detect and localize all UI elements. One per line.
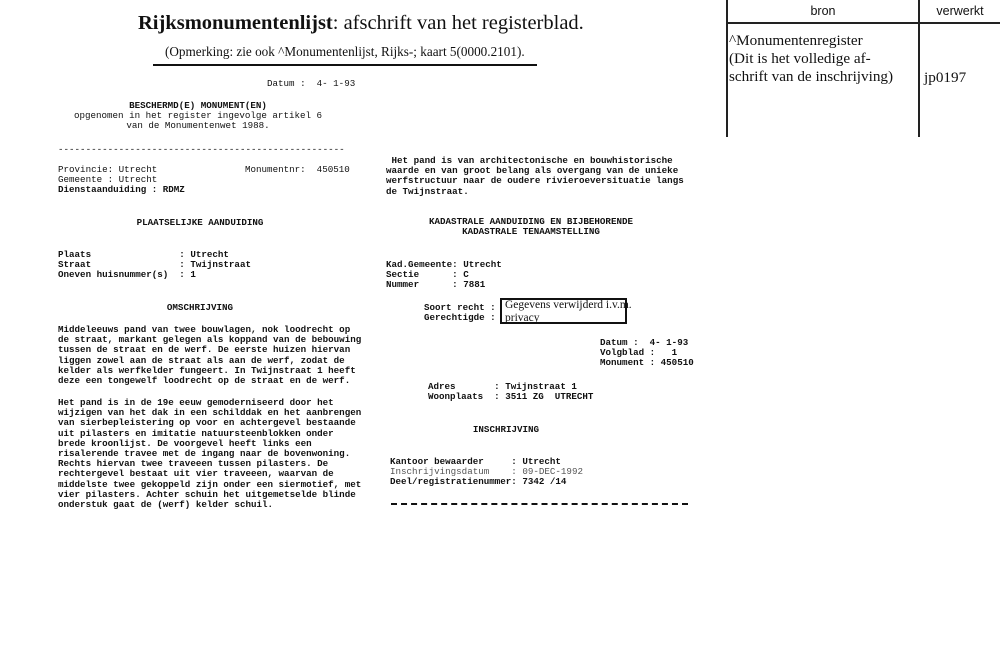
description-paragraph-1: Middeleeuws pand van twee bouwlagen, nok loodrecht op de straat, markant gelegen als koppand van de bebouwing tussen de straat en de werf. De eerste huizen hiervan liggen zowel aan de straat als aan de werf, zodat de kelder als werfkelder fungeert. In Twijnstraat 1 heeft deze een tongewelf loodrecht op de straat en de werf. xyxy=(58,324,362,387)
bottom-dashed-separator xyxy=(391,503,688,505)
privacy-note: Gegevens verwijderd i.v.m. privacy xyxy=(505,299,632,324)
significance-paragraph: Het pand is van architectonische en bouwhistorische waarde en van groot belang als overgang van de unieke werfstructuur naar de oudere rivieroeversituatie langs de Twijnstraat. xyxy=(386,155,684,197)
heading-beschermd: BESCHERMD(E) MONUMENT(EN) xyxy=(129,100,267,111)
column-header-bron: bron xyxy=(810,4,836,18)
kad-gemeente-field: Kad.Gemeente: Utrecht xyxy=(386,259,502,270)
document-title xyxy=(138,12,584,35)
monument-field: Monument : 450510 xyxy=(600,357,694,368)
dienstaanduiding-field: Dienstaanduiding : RDMZ xyxy=(58,184,185,195)
description-paragraph-2: Het pand is in de 19e eeuw gemoderniseerd door het wijzigen van het dak in een schilddak en het aanbrengen van sierbepleistering op voor en achtergevel bestaande uit pilasters en imitatie natuursteenblokken onder brede kroonlijst. De voorgevel heeft links een risalerende travee met de ingang naar de bovenwoning. Rechts hiervan twee traveeen tussen pilasters. De rechtergevel bestaat uit vier traveeen, waarvan de middelste twee gekoppeld zijn onder een siermotief, met vier pilasters. Achter schuin het uitgemetselde blinde onderstuk gaat de (werf) kelder schuil. xyxy=(58,397,362,511)
monumentnr-field: Monumentnr: 450510 xyxy=(245,164,350,175)
inschrijving-heading: INSCHRIJVING xyxy=(472,424,540,435)
table-header-rule xyxy=(727,22,1000,24)
plaatselijke-aanduiding-heading: PLAATSELIJKE AANDUIDING xyxy=(136,217,264,228)
nummer-field: Nummer : 7881 xyxy=(386,279,486,290)
kantoor-bewaarder-field: Kantoor bewaarder : Utrecht xyxy=(390,456,561,467)
woonplaats-field: Woonplaats : 3511 ZG UTRECHT xyxy=(428,391,594,402)
provincie-field: Provincie: Utrecht xyxy=(58,164,158,175)
straat-field: Straat : Twijnstraat xyxy=(58,259,251,270)
datum-line: Datum : 4- 1-93 xyxy=(267,78,356,89)
plaats-field: Plaats : Utrecht xyxy=(58,249,229,260)
gerechtigde-label: Gerechtigde : xyxy=(424,312,496,323)
bron-cell: ^Monumentenregister (Dit is het volledige af- schrift van de inschrijving) xyxy=(729,32,894,85)
sectie-field: Sectie : C xyxy=(386,269,469,280)
volgblad-field: Volgblad : 1 xyxy=(600,347,678,358)
inschrijvingsdatum-field: Inschrijvingsdatum : 09-DEC-1992 xyxy=(390,466,583,477)
table-border-left xyxy=(726,0,728,137)
deel-registratienummer-field: Deel/registratienummer: 7342 /14 xyxy=(390,476,567,487)
kadastrale-heading-2: KADASTRALE TENAAMSTELLING xyxy=(462,226,600,237)
title-underline xyxy=(153,64,537,66)
title-bold: Rijksmonumentenlijst xyxy=(138,12,333,34)
verwerkt-cell: jp0197 xyxy=(924,69,967,86)
table-border-middle xyxy=(918,0,920,137)
heading-opgenomen: opgenomen in het register ingevolge artikel 6 xyxy=(73,110,323,121)
document-subtitle: (Opmerking: zie ook ^Monumentenlijst, Rijks-; kaart 5(0000.2101). xyxy=(165,44,525,59)
datum-field-right: Datum : 4- 1-93 xyxy=(600,337,689,348)
gemeente-field: Gemeente : Utrecht xyxy=(58,174,158,185)
heading-monumentenwet: van de Monumentenwet 1988. xyxy=(126,120,270,131)
dashed-separator: ---------------------------------------------------- xyxy=(58,145,345,155)
soort-recht-label: Soort recht : xyxy=(424,302,496,313)
column-header-verwerkt: verwerkt xyxy=(936,4,984,18)
title-rest: : afschrift van het registerblad. xyxy=(332,12,584,34)
adres-field: Adres : Twijnstraat 1 xyxy=(428,381,577,392)
huisnummer-field: Oneven huisnummer(s) : 1 xyxy=(58,269,196,280)
kadastrale-heading-1: KADASTRALE AANDUIDING EN BIJBEHORENDE xyxy=(429,216,633,227)
omschrijving-heading: OMSCHRIJVING xyxy=(166,302,234,313)
